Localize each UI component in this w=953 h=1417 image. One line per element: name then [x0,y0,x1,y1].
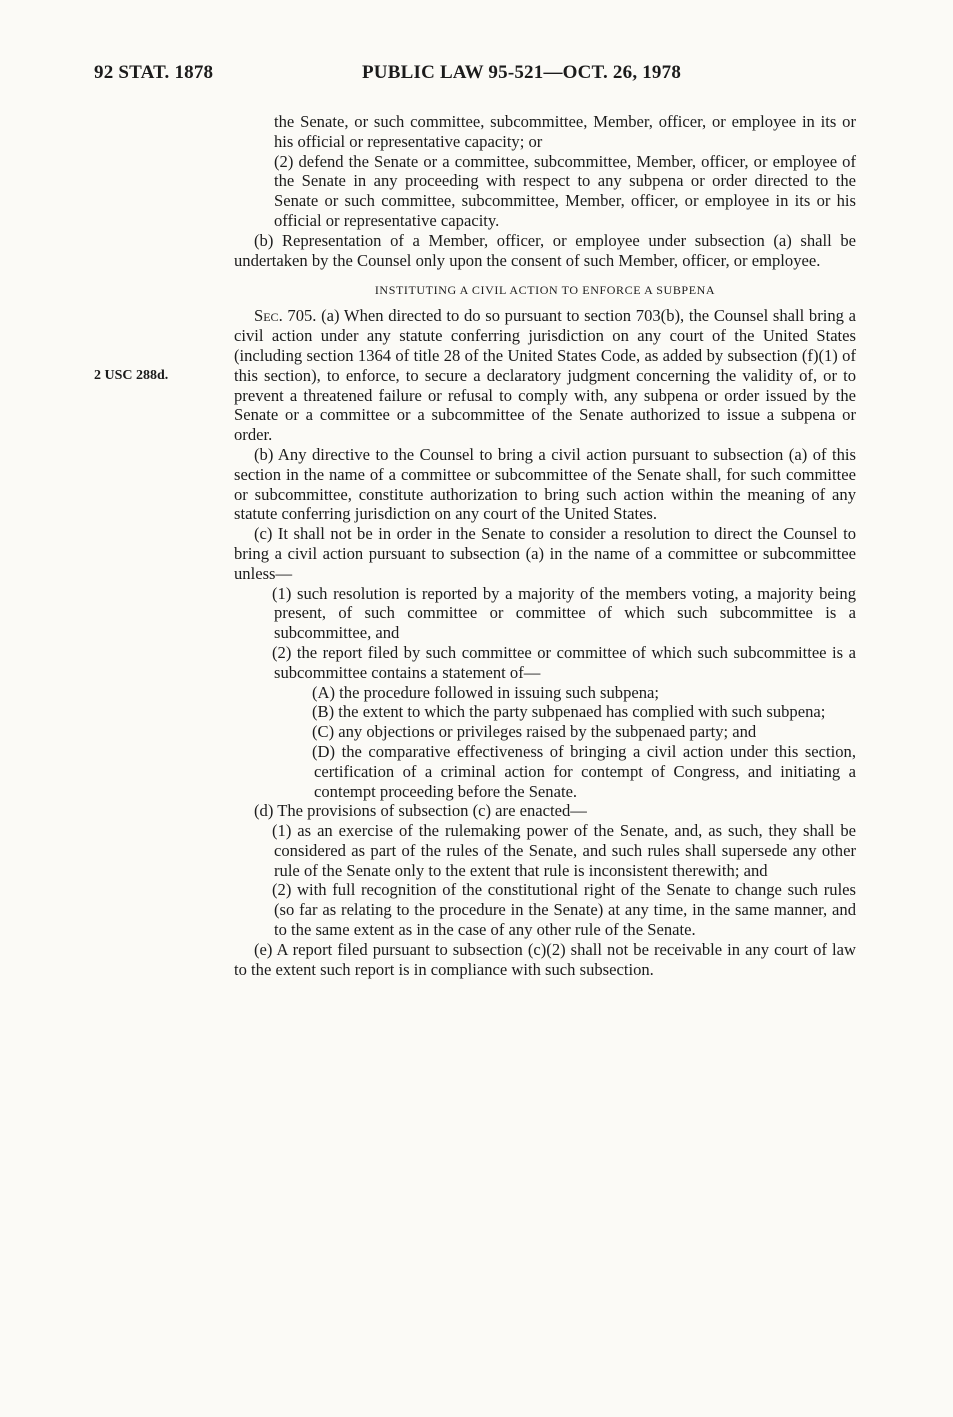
section-705-a-text: 705. (a) When directed to do so pursuant to section 703(b), the Counsel shall bring a civil action under any statute conferring jurisdiction on any court of the United States (including section 1364 of title 28 of the United States Code, as added by subsection (f)(1) of this section), to enforce, to secure a declaratory judgment concerning the validity of, or to prevent a threatened failure or refusal to comply with, any subpena or order issued by the Senate or a committee or a subcommittee of the Senate authorized to issue a subpena or order. [234,306,856,445]
paragraph-c-2: (2) the report filed by such committee or committee of which such subcommittee is a subcommittee contains a statement of— [272,642,856,682]
paragraph-continuation: the Senate, or such committee, subcommittee, Member, officer, or employee in its or his official or representative capacity; or [274,112,856,151]
sec-label: Sec. [254,306,283,326]
paragraph-c-2-B: (B) the extent to which the party subpenaed has complied with such subpena; [312,702,826,722]
paragraph-c-2-A: (A) the procedure followed in issuing such subpena; [312,682,660,702]
paragraph-705-e: (e) A report filed pursuant to subsection (c)(2) shall not be receivable in any court of law to the extent such report is in compliance with such subsection. [234,939,856,979]
paragraph-c-1: (1) such resolution is reported by a majority of the members voting, a majority being present, of such committee or committee of which such subcommittee is a subcommittee, and [272,583,856,643]
paragraph-705-b: (b) Any directive to the Counsel to bring a civil action pursuant to subsection (a) of this section in the name of a committee or subcommittee of the Senate shall, for such committee or subcommittee, constitute authorization to bring such action within the meaning of any statute conferring jurisdiction on any court of the United States. [234,444,856,524]
document-body [234,112,856,979]
paragraph-d-1: (1) as an exercise of the rulemaking power of the Senate, and, as such, they shall be considered as part of the rules of the Senate, and such rules shall supersede any other rule of the Senate only to the extent that rule is inconsistent therewith; and [272,821,856,880]
paragraph-705-c: (c) It shall not be in order in the Senate to consider a resolution to direct the Counsel to bring a civil action pursuant to subsection (a) in the name of a committee or subcommittee unless— [234,524,856,583]
stat-page-number: 92 STAT. 1878 [94,62,214,83]
section-705-a [234,306,856,445]
section-heading: INSTITUTING A CIVIL ACTION TO ENFORCE A SUBPENA [374,283,716,298]
margin-citation: 2 USC 288d. [94,368,169,383]
paragraph-c-2-D: (D) the comparative effectiveness of bringing a civil action under this section, certification of a criminal action for contempt of Congress, and initiating a contempt proceeding before the Senate. [312,741,856,801]
paragraph-d-2: (2) with full recognition of the constitutional right of the Senate to change such rules (so far as relating to the procedure in the Senate) at any time, in the same manner, and to the same extent as in the case of any other rule of the Senate. [272,880,856,940]
paragraph-705-d: (d) The provisions of subsection (c) are enacted— [254,801,587,821]
running-header: PUBLIC LAW 95-521—OCT. 26, 1978 [362,62,682,83]
paragraph-b: (b) Representation of a Member, officer, or employee under subsection (a) shall be undertaken by the Counsel only upon the consent of such Member, officer, or employee. [234,230,856,270]
paragraph-2: (2) defend the Senate or a committee, subcommittee, Member, officer, or employee of the Senate in any proceeding with respect to any subpena or order directed to the Senate or such committee, subcommittee, Member, officer, or employee in its or his official or representative capacity. [274,151,856,230]
paragraph-c-2-C: (C) any objections or privileges raised by the subpenaed party; and [312,722,757,742]
